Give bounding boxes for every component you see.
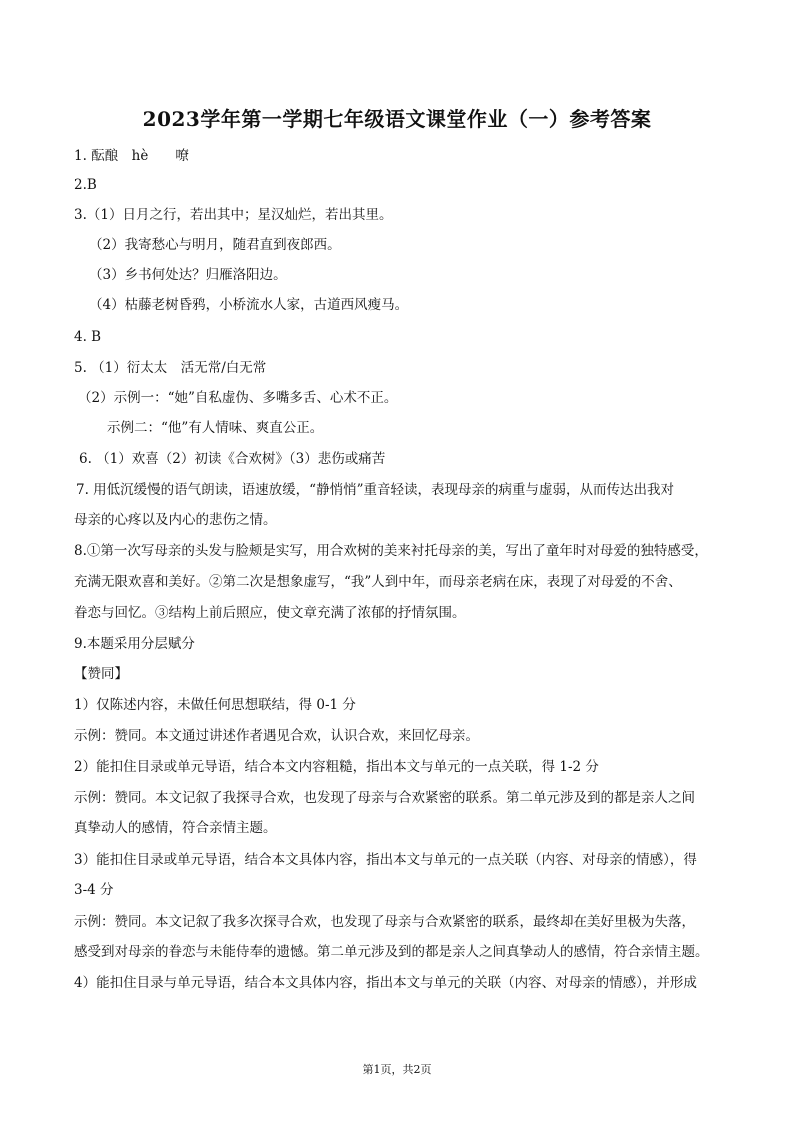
document-title: 2023学年第一学期七年级语文课堂作业（一）参考答案: [142, 107, 652, 131]
answer-line-8-2: 充满无限欢喜和美好。②第二次是想象虚写，“我”人到中年，而母亲老病在床，表现了对母爱的不舍、: [74, 574, 682, 590]
answer-line-2: 2.B: [74, 177, 97, 193]
answer-line-9-tier-3: 3）能扣住目录或单元导语，结合本文具体内容，指出本文与单元的一点关联（内容、对母亲的情感），得: [74, 852, 697, 868]
answer-line-5: 5. （1）衍太太 活无常/白无常: [74, 360, 267, 376]
answer-line-8: 8.①第一次写母亲的头发与脸颊是实写，用合欢树的美来衬托母亲的美，写出了童年时对母爱的独特感受，: [74, 543, 708, 559]
answer-line-7-2: 母亲的心疼以及内心的悲伤之情。: [74, 512, 277, 528]
answer-line-9-example-2b: 真挚动人的感情，符合亲情主题。: [74, 820, 277, 836]
answer-line-9-tier-1: 1）仅陈述内容，未做任何思想联结，得 0-1 分: [74, 697, 356, 713]
answer-line-9-example-3: 示例：赞同。本文记叙了我多次探寻合欢，也发现了母亲与合欢紧密的联系，最终却在美好里极为失落，: [74, 914, 695, 930]
answer-line-3-3: （3）乡书何处达？归雁洛阳边。: [89, 267, 287, 283]
answer-line-3-2: （2）我寄愁心与明月，随君直到夜郎西。: [89, 237, 341, 253]
answer-line-9-tier-4: 4）能扣住目录与单元导语，结合本文具体内容，指出本文与单元的关联（内容、对母亲的情感），并形成: [74, 975, 697, 991]
answer-line-9-heading: 【赞同】: [74, 666, 128, 682]
answer-line-9-tier-2: 2）能扣住目录或单元导语，结合本文内容粗糙，指出本文与单元的一点关联，得 1-2 分: [74, 759, 599, 775]
answer-line-1: 1. 酝酿 hè 嘹: [74, 148, 189, 164]
answer-line-9-tier-3b: 3-4 分: [74, 882, 114, 898]
answer-line-8-3: 眷恋与回忆。③结构上前后照应，使文章充满了浓郁的抒情氛围。: [74, 605, 466, 621]
answer-line-9: 9.本题采用分层赋分: [74, 636, 195, 652]
answer-line-9-example-1: 示例：赞同。本文通过讲述作者遇见合欢，认识合欢，来回忆母亲。: [74, 728, 479, 744]
answer-line-3: 3.（1）日月之行，若出其中；星汉灿烂，若出其里。: [74, 207, 393, 223]
answer-line-4: 4. B: [74, 329, 102, 345]
answer-line-7: 7. 用低沉缓慢的语气朗读，语速放缓，“静悄悄”重音轻读，表现母亲的病重与虚弱，从而传达出我对: [76, 482, 674, 498]
answer-line-6: 6. （1）欢喜（2）初读《合欢树》（3）悲伤或痛苦: [79, 451, 386, 467]
answer-line-9-example-3b: 感受到对母亲的眷恋与未能侍奉的遗憾。第二单元涉及到的都是亲人之间真挚动人的感情，符合亲情主题。: [74, 944, 709, 960]
answer-line-5-3: 示例二：“他”有人情味、爽直公正。: [107, 420, 324, 436]
answer-line-9-example-2: 示例：赞同。本文记叙了我探寻合欢，也发现了母亲与合欢紧密的联系。第二单元涉及到的都是亲人之间: [74, 790, 695, 806]
answer-line-5-2: （2）示例一：“她”自私虚伪、多嘴多舌、心术不正。: [78, 390, 398, 406]
page-number-footer: 第1页，共2页: [362, 1063, 432, 1076]
answer-line-3-4: （4）枯藤老树昏鸦，小桥流水人家，古道西风瘦马。: [89, 297, 409, 313]
